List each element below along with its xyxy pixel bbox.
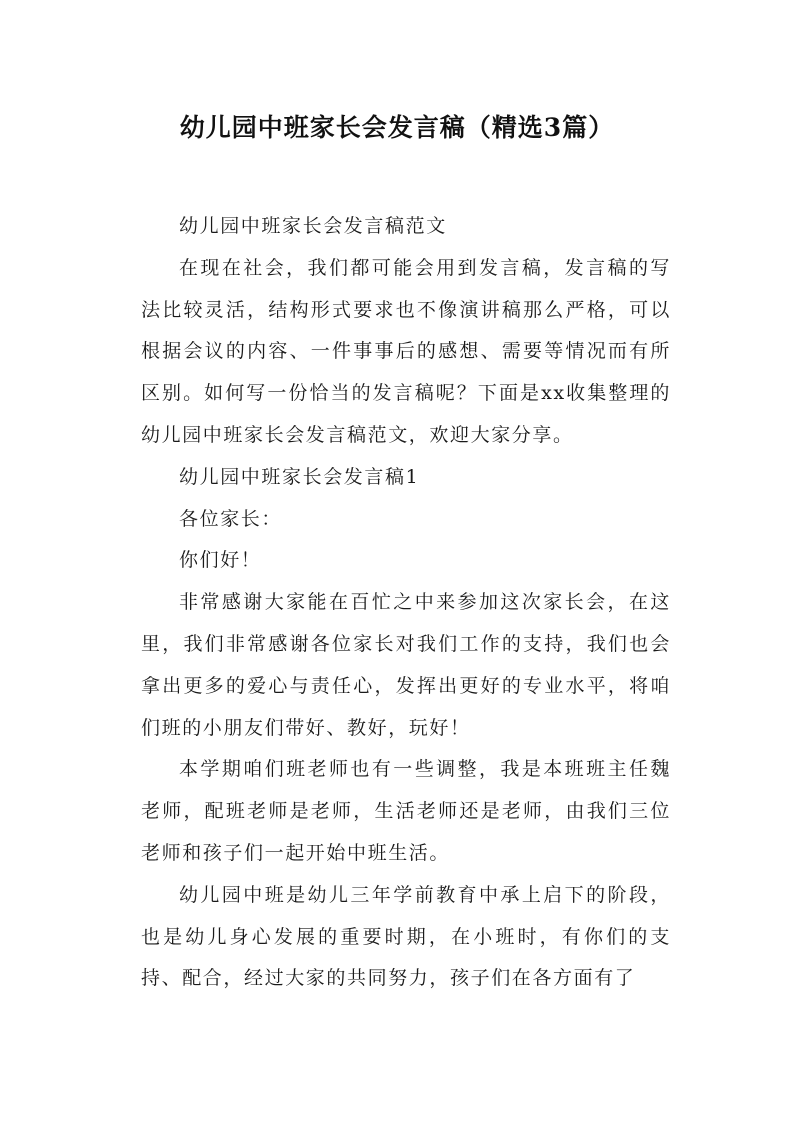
paragraph-section-heading: 幼儿园中班家长会发言稿1 [179, 465, 420, 488]
paragraph-subtitle: 幼儿园中班家长会发言稿范文 [179, 215, 447, 237]
document-title: 幼儿园中班家长会发言稿（精选3篇） [179, 113, 615, 142]
paragraph-teachers: 本学期咱们班老师也有一些调整，我是本班班主任魏老师，配班老师是老师，生活老师还是老师，由我们三位老师和孩子们一起开始中班生活。 [141, 758, 671, 864]
paragraph-stage: 幼儿园中班是幼儿三年学前教育中承上启下的阶段，也是幼儿身心发展的重要时期，在小班时，有你们的支持、配合，经过大家的共同努力，孩子们在各方面有了 [141, 883, 671, 990]
paragraph-salutation: 各位家长： [179, 507, 283, 530]
paragraph-thanks: 非常感谢大家能在百忙之中来参加这次家长会，在这里，我们非常感谢各位家长对我们工作的支持，我们也会拿出更多的爱心与责任心，发挥出更好的专业水平，将咱们班的小朋友们带好、教好，玩好！ [141, 591, 671, 739]
paragraph-greeting: 你们好！ [179, 549, 262, 572]
document-body [141, 206, 671, 1000]
paragraph-intro: 在现在社会，我们都可能会用到发言稿，发言稿的写法比较灵活，结构形式要求也不像演讲稿那么严格，可以根据会议的内容、一件事事后的感想、需要等情况而有所区别。如何写一份恰当的发言稿呢？下面是xx收集整理的幼儿园中班家长会发言稿范文，欢迎大家分享。 [141, 256, 671, 446]
